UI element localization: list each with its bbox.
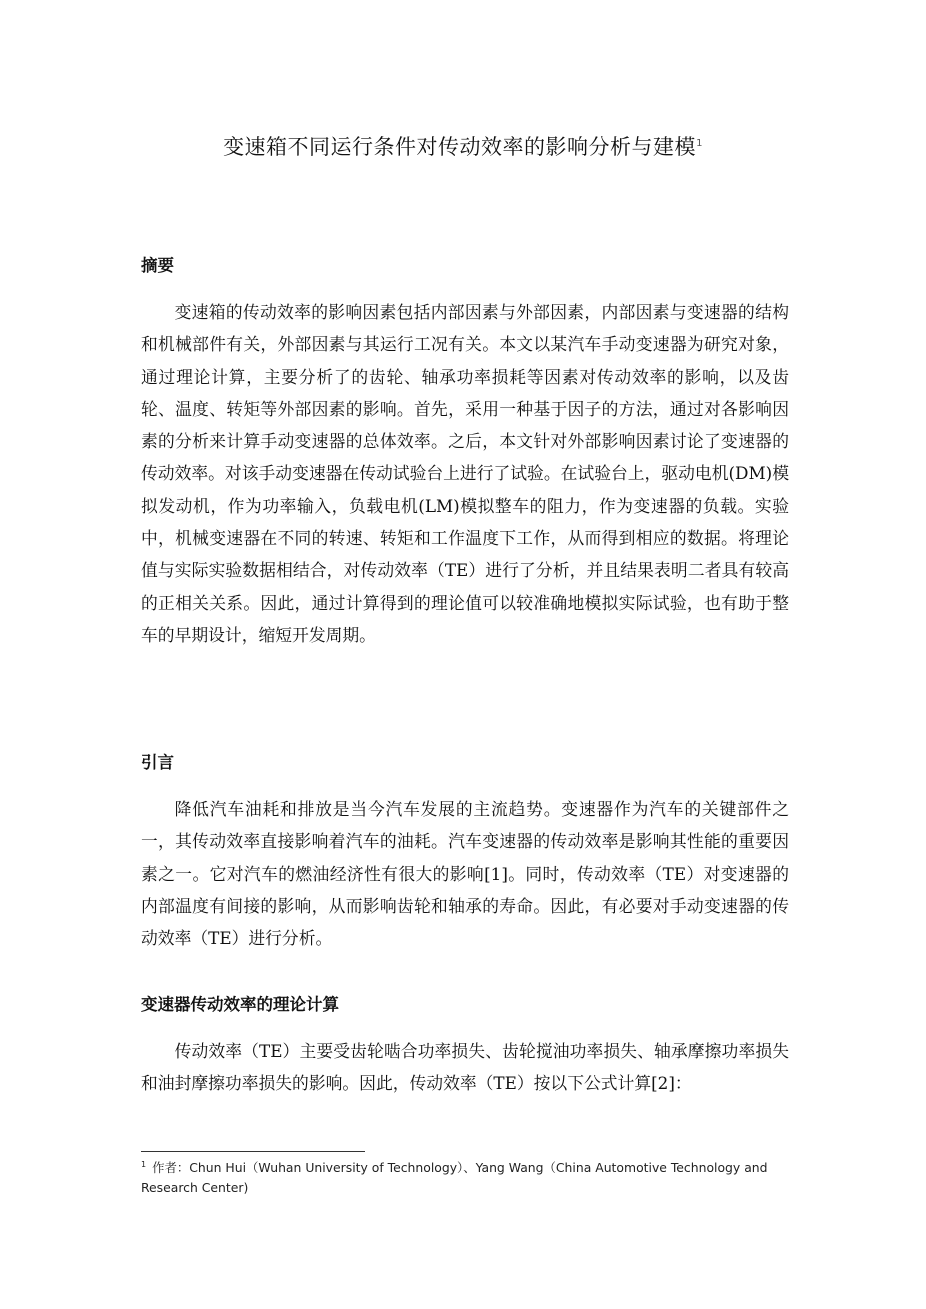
footnote-divider — [141, 1151, 365, 1152]
footnote-text: 作者：Chun Hui（Wuhan University of Technology）、Yang Wang（China Automotive Technology and Research Center) — [141, 1160, 768, 1195]
introduction-paragraph: 降低汽车油耗和排放是当今汽车发展的主流趋势。变速器作为汽车的关键部件之一，其传动效率直接影响着汽车的油耗。汽车变速器的传动效率是影响其性能的重要因素之一。它对汽车的燃油经济性有很大的影响[1]。同时，传动效率（TE）对变速器的内部温度有间接的影响，从而影响齿轮和轴承的寿命。因此，有必要对手动变速器的传动效率（TE）进行分析。 — [141, 799, 789, 949]
title-footnote-marker[interactable]: 1 — [696, 138, 703, 149]
paper-title — [0, 132, 926, 162]
introduction-heading: 引言 — [141, 753, 174, 772]
abstract-heading: 摘要 — [141, 256, 174, 275]
footnote-marker: 1 — [141, 1159, 147, 1169]
title-text: 变速箱不同运行条件对传动效率的影响分析与建模 — [223, 135, 697, 159]
abstract-paragraph: 变速箱的传动效率的影响因素包括内部因素与外部因素，内部因素与变速器的结构和机械部件有关，外部因素与其运行工况有关。本文以某汽车手动变速器为研究对象，通过理论计算，主要分析了的齿轮、轴承功率损耗等因素对传动效率的影响，以及齿轮、温度、转矩等外部因素的影响。首先，采用一种基于因子的方法，通过对各影响因素的分析来计算手动变速器的总体效率。之后，本文针对外部影响因素讨论了变速器的传动效率。对该手动变速器在传动试验台上进行了试验。在试验台上，驱动电机(DM)模拟发动机，作为功率输入，负载电机(LM)模拟整车的阻力，作为变速器的负载。实验中，机械变速器在不同的转速、转矩和工作温度下工作，从而得到相应的数据。将理论值与实际实验数据相结合，对传动效率（TE）进行了分析，并且结果表明二者具有较高的正相关关系。因此，通过计算得到的理论值可以较准确地模拟实际试验，也有助于整车的早期设计，缩短开发周期。 — [141, 302, 789, 645]
theory-paragraph: 传动效率（TE）主要受齿轮啮合功率损失、齿轮搅油功率损失、轴承摩擦功率损失和油封摩擦功率损失的影响。因此，传动效率（TE）按以下公式计算[2]： — [141, 1041, 789, 1094]
theory-heading: 变速器传动效率的理论计算 — [141, 995, 339, 1014]
footnote — [141, 1158, 786, 1198]
